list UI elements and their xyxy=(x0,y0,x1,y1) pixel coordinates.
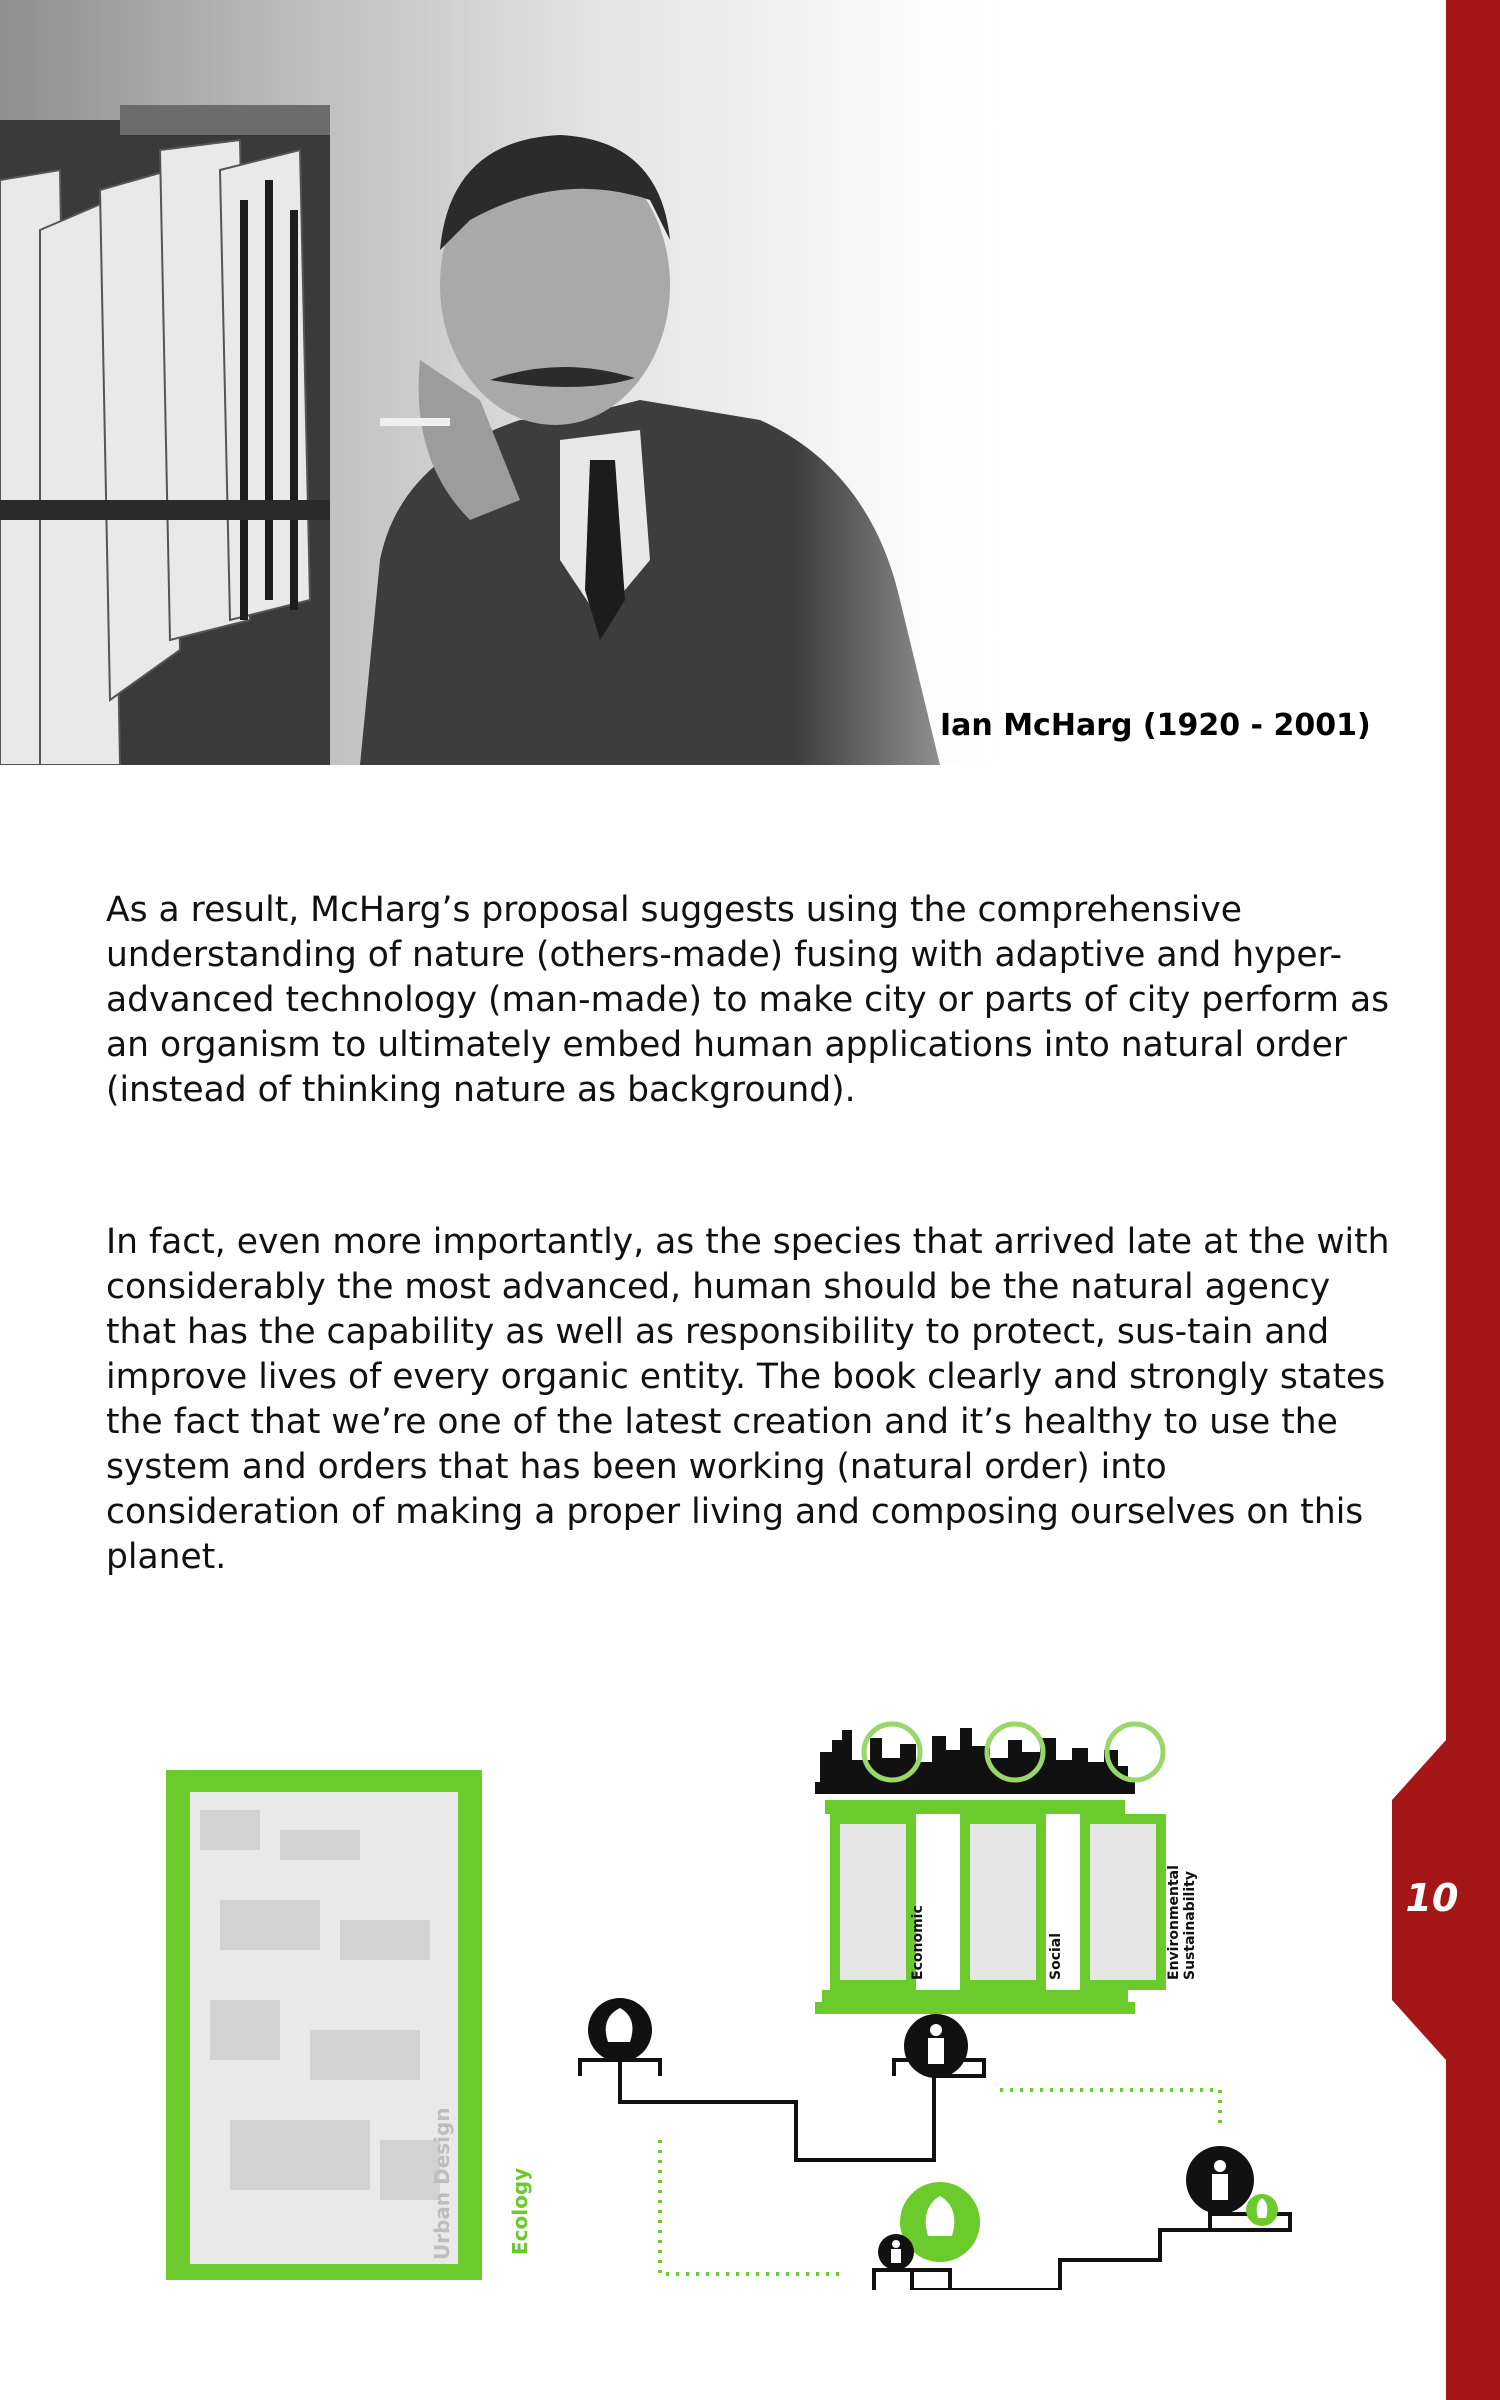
portrait-photo xyxy=(0,0,1446,765)
photo-caption: Ian McHarg (1920 - 2001) xyxy=(940,708,1371,743)
pillar-economic-label: Economic xyxy=(910,1905,926,1980)
pillar-environmental-label: Environmental Sustainability xyxy=(1166,1865,1198,1980)
ecology-label: Ecology xyxy=(508,2167,532,2255)
ecology-diagram xyxy=(160,1700,1310,2290)
page-number: 10 xyxy=(1405,1876,1459,1920)
body-paragraph-2: In fact, even more importantly, as the species that arrived late at the with considerably the most advanced, human should be the natural agency that has the capability as well as responsibility to protect, sus-tain and improve lives of every organic entity. The book clearly and strongly states the fact that we’re one of the latest creation and it’s healthy to use the system and orders that has been working (natural order) into consideration of making a proper living and composing ourselves on this planet. xyxy=(106,1222,1390,1577)
pillar-social-label: Social xyxy=(1048,1932,1064,1980)
body-paragraph-1: As a result, McHarg’s proposal suggests using the comprehensive understanding of nature (others-made) fusing with adaptive and hyper-advanced technology (man-made) to make city or parts of city perform as an organism to ultimately embed human applications into natural order (instead of thinking nature as background). xyxy=(106,890,1390,1110)
urban-design-label: Urban Design xyxy=(430,2107,454,2260)
